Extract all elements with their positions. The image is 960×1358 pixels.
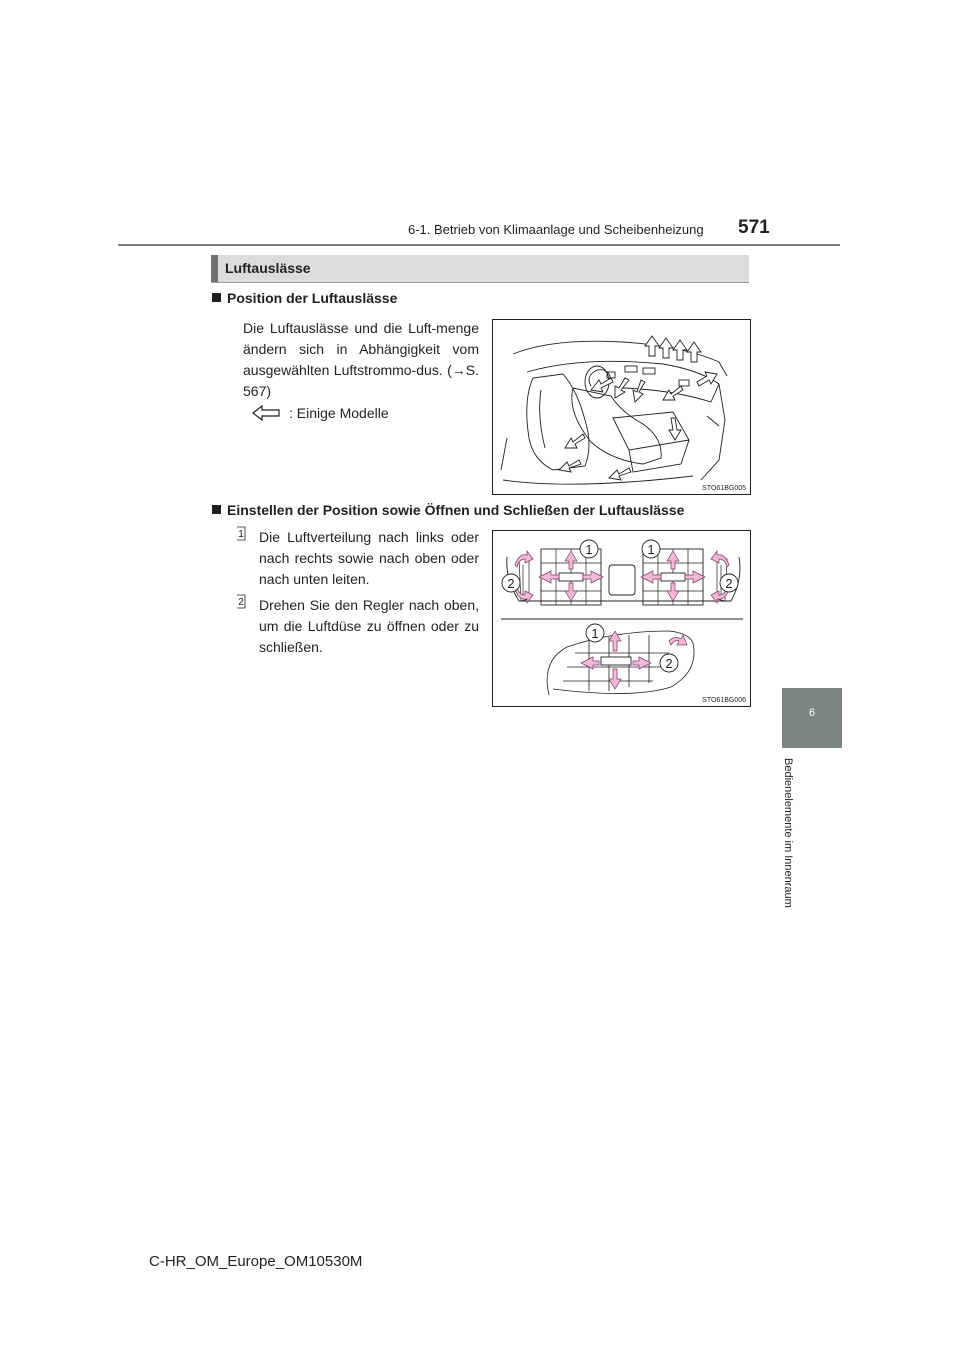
- callout-number: 1: [647, 542, 655, 557]
- subheading-adjust-text: Einstellen der Position sowie Öffnen und Schließen der Luftauslässe: [227, 502, 685, 518]
- vents-illustration: [493, 531, 750, 706]
- subheading-position-text: Position der Luftauslässe: [227, 290, 398, 306]
- paragraph-airflow: Die Luftauslässe und die Luft-menge ändern sich in Abhängigkeit vom ausgewählten Luftstrommo-dus. (→S. 567): [243, 320, 479, 399]
- document-id: C-HR_OM_Europe_OM10530M: [149, 1253, 363, 1270]
- legend-text: : Einige Modelle: [289, 405, 389, 421]
- figure-code: STO61BG005: [702, 485, 746, 492]
- item-2-text: Drehen Sie den Regler nach oben, um die Luftdüse zu öffnen oder zu schließen.: [259, 597, 479, 655]
- bullet-square-icon: [212, 293, 221, 302]
- callout-number: 2: [665, 656, 673, 671]
- subheading-position: [212, 290, 397, 306]
- chapter-title: Bedienelemente im Innenraum: [782, 758, 794, 908]
- running-header-section: 6-1. Betrieb von Klimaanlage und Scheibenheizung: [408, 222, 704, 237]
- subheading-adjust: [212, 502, 684, 518]
- callout-number: 2: [507, 576, 515, 591]
- figure-car-interior: [492, 319, 751, 495]
- outline-arrow-icon: [251, 403, 281, 423]
- car-interior-illustration: [493, 320, 750, 494]
- figure-vents: [492, 530, 751, 707]
- chapter-number: 6: [808, 707, 816, 719]
- section-bar-accent: [211, 255, 218, 282]
- number-2-icon: [235, 594, 247, 614]
- chapter-title-vertical: [780, 758, 806, 936]
- section-title: Luftauslässe: [225, 260, 311, 276]
- page-number: 571: [738, 217, 770, 238]
- item-1-text: Die Luftverteilung nach links oder nach rechts sowie nach oben oder nach unten leiten.: [259, 529, 479, 587]
- header-rule: [118, 244, 840, 246]
- section-title-bar: [211, 255, 749, 282]
- callout-number: 1: [585, 542, 593, 557]
- bullet-square-icon: [212, 505, 221, 514]
- chapter-tab: [782, 688, 842, 748]
- svg-text:1: 1: [238, 529, 244, 540]
- number-1-icon: [235, 526, 247, 546]
- section-bar-rule: [211, 282, 749, 283]
- callout-number: 1: [591, 626, 599, 641]
- svg-text:2: 2: [238, 597, 244, 608]
- callout-number: 2: [725, 576, 733, 591]
- figure-code: STO61BG006: [702, 697, 746, 704]
